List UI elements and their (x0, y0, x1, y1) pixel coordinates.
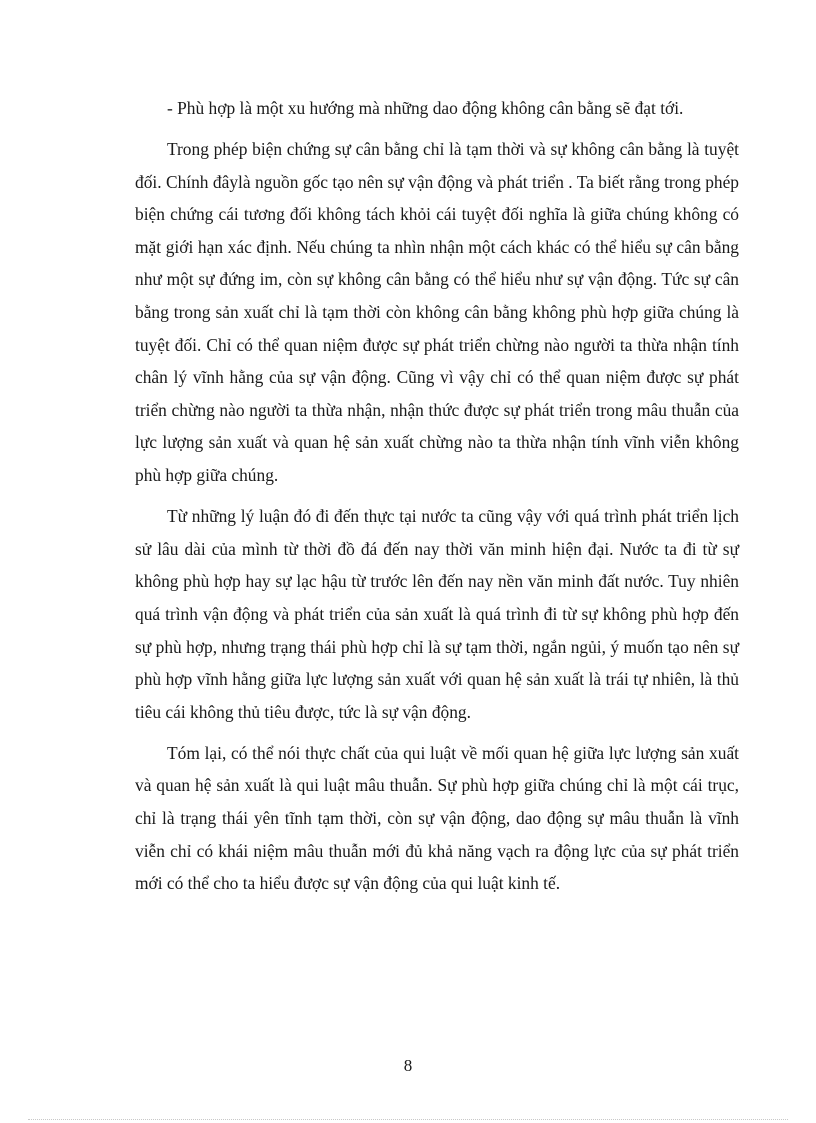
paragraph-1: - Phù hợp là một xu hướng mà những dao động không cân bằng sẽ đạt tới. (167, 98, 684, 118)
paragraph-4: Tóm lại, có thể nói thực chất của qui luật về mối quan hệ giữa lực lượng sản xuất và quan hệ sản xuất là qui luật mâu thuẫn. Sự phù hợp giữa chúng chỉ là một cái trục, chỉ là trạng thái yên tĩnh tạm thời, còn sự vận động, dao động sự mâu thuẫn là vĩnh viễn chỉ có khái niệm mâu thuẫn mới đủ khả năng vạch ra động lực của sự phát triển mới có thể cho ta hiểu được sự vận động của qui luật kinh tế. (135, 742, 739, 894)
page-number: 8 (403, 1056, 413, 1075)
body-text (135, 92, 739, 908)
footer-divider (28, 1119, 788, 1120)
paragraph-3: Từ những lý luận đó đi đến thực tại nước ta cũng vậy với quá trình phát triển lịch sử lâu dài của mình từ thời đồ đá đến nay thời văn minh hiện đại. Nước ta đi từ sự không phù hợp hay sự lạc hậu từ trước lên đến nay nền văn minh đất nước. Tuy nhiên quá trình vận động và phát triển của sản xuất là quá trình đi từ sự không phù hợp đến sự phù hợp, nhưng trạng thái phù hợp chỉ là sự tạm thời, ngắn ngủi, ý muốn tạo nên sự phù hợp vĩnh hằng giữa lực lượng sản xuất với quan hệ sản xuất là trái tự nhiên, là thủ tiêu cái không thủ tiêu được, tức là sự vận động. (135, 506, 739, 722)
paragraph-2: Trong phép biện chứng sự cân bằng chỉ là tạm thời và sự không cân bằng là tuyệt đối. Chính đâylà nguồn gốc tạo nên sự vận động và phát triển . Ta biết rằng trong phép biện chứng cái tương đối không tách khỏi cái tuyệt đối nghĩa là giữa chúng không có mặt giới hạn xác định. Nếu chúng ta nhìn nhận một cách khác có thể hiểu sự cân bằng như một sự đứng im, còn sự không cân bằng có thể hiểu như sự vận động. Tức sự cân bằng trong sản xuất chỉ là tạm thời còn không cân bằng không phù hợp giữa chúng là tuyệt đối. Chỉ có thể quan niệm được sự phát triển chừng nào người ta thừa nhận tính chân lý vĩnh hằng của sự vận động. Cũng vì vậy chỉ có thể quan niệm được sự phát triển chừng nào người ta thừa nhận, nhận thức được sự phát triển trong mâu thuẫn của lực lượng sản xuất và quan hệ sản xuất chừng nào ta thừa nhận tính vĩnh viễn không phù hợp giữa chúng. (135, 139, 739, 486)
